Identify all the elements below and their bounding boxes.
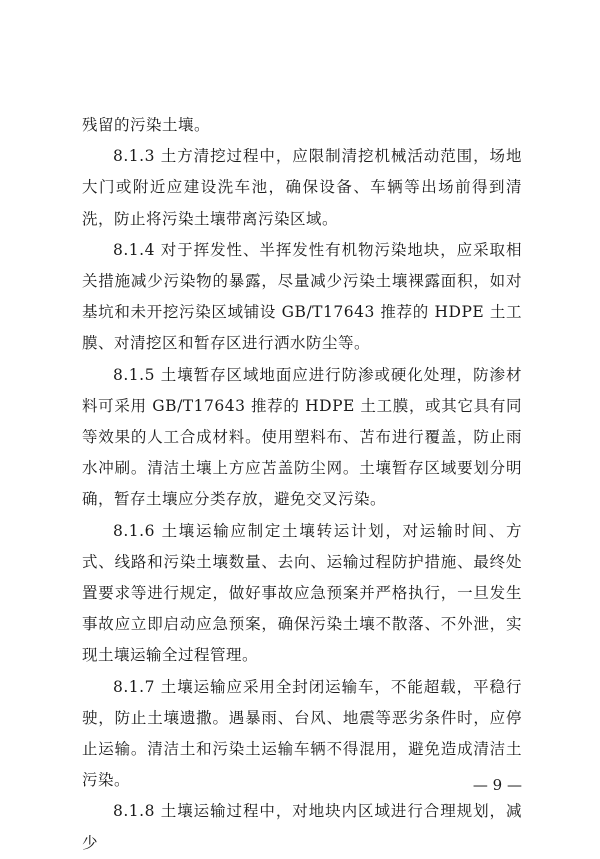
- paragraph-8-1-8: 8.1.8 土壤运输过程中，对地块内区域进行合理规划，减少: [82, 802, 522, 852]
- paragraph-8-1-3: 8.1.3 土方清挖过程中，应限制清挖机械活动范围，场地大门或附近应建设洗车池，确保设备、车辆等出场前得到清洗，防止将污染土壤带离污染区域。: [82, 147, 522, 228]
- paragraph-continuation: 残留的污染土壤。: [82, 116, 211, 134]
- paragraph-8-1-6: 8.1.6 土壤运输应制定土壤转运计划，对运输时间、方式、线路和污染土壤数量、去向、运输过程防护措施、最终处置要求等进行规定，做好事故应急预案并严格执行，一旦发生事故应立即启动应急预案，确保污染土壤不散落、不外泄，实现土壤运输全过程管理。: [82, 521, 522, 665]
- paragraph-8-1-7: 8.1.7 土壤运输应采用全封闭运输车，不能超载，平稳行驶，防止土壤遗撒。遇暴雨、台风、地震等恶劣条件时，应停止运输。清洁土和污染土运输车辆不得混用，避免造成清洁土污染。: [82, 677, 522, 790]
- body-text: [82, 110, 522, 859]
- paragraph-8-1-5: 8.1.5 土壤暂存区域地面应进行防渗或硬化处理，防渗材料可采用 GB/T17643 推荐的 HDPE 土工膜，或其它具有同等效果的人工合成材料。使用塑料布、苫布进行覆盖，防止雨水冲刷。清洁土壤上方应苫盖防尘网。土壤暂存区域要划分明确，暂存土壤应分类存放，避免交叉污染。: [82, 365, 522, 509]
- paragraph-8-1-4: 8.1.4 对于挥发性、半挥发性有机物污染地块，应采取相关措施减少污染物的暴露，尽量减少污染土壤裸露面积，如对基坑和未开挖污染区域铺设 GB/T17643 推荐的 HDPE 土工膜、对清挖区和暂存区进行洒水防尘等。: [82, 240, 522, 353]
- page-number: — 9 —: [472, 776, 522, 794]
